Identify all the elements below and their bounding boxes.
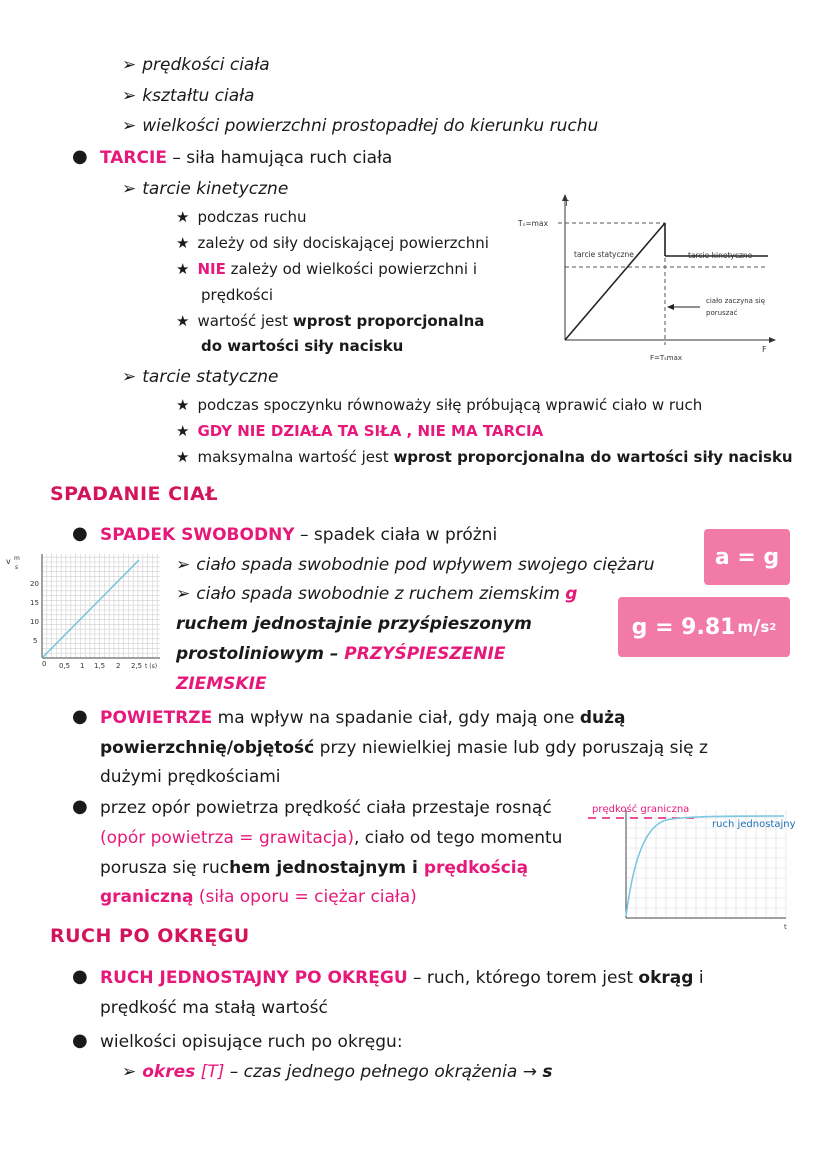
bullet: ● xyxy=(72,966,88,987)
text-line: powierzchnię/objętość przy niewielkiej masie lub gdy poruszają się z xyxy=(100,738,708,758)
list-item: ➢ wielkości powierzchni prostopadłej do kierunku ruchu xyxy=(122,116,599,136)
kinetic-point: ★ NIE zależy od wielkości powierzchni i xyxy=(176,260,477,278)
kinetic-point: ★ podczas ruchu xyxy=(176,208,307,226)
text-line: RUCH JEDNOSTAJNY PO OKRĘGU – ruch, którego torem jest okrąg i xyxy=(100,968,704,988)
text-line: prostoliniowym – PRZYŚPIESZENIE xyxy=(176,644,506,664)
y-tick: 20 xyxy=(30,580,39,588)
note-line-2: poruszać xyxy=(706,309,738,317)
list-item: ➢ kształtu ciała xyxy=(122,86,255,106)
terminal-velocity-graph xyxy=(586,796,806,932)
ts-max-label: Tₛ=max xyxy=(518,219,549,228)
static-friction-label: tarcie statyczne xyxy=(574,250,634,259)
axis-label-f: F xyxy=(762,345,767,354)
section-heading-ruch: RUCH PO OKRĘGU xyxy=(50,925,250,947)
bullet: ● xyxy=(72,523,88,544)
note-line-1: ciało zaczyna się xyxy=(706,297,766,305)
kinetic-title: ➢ tarcie kinetyczne xyxy=(122,179,289,199)
static-point: ★ GDY NIE DZIAŁA TA SIŁA , NIE MA TARCIA xyxy=(176,422,544,440)
list-item: ➢ okres [T] – czas jednego pełnego okrążenia → s xyxy=(122,1062,553,1082)
kinetic-point: ★ wartość jest wprost proporcjonalna xyxy=(176,312,485,330)
x-tick: 1 xyxy=(80,662,85,670)
text-line: wielkości opisujące ruch po okręgu: xyxy=(100,1032,403,1052)
x-tick: 2,5 xyxy=(131,662,143,670)
x-unit: t (s) xyxy=(145,663,158,670)
t-axis-label: t xyxy=(784,923,787,931)
static-title: ➢ tarcie statyczne xyxy=(122,367,279,387)
v-axis-label: v xyxy=(6,557,11,566)
list-item: ➢ ciało spada swobodnie pod wpływem swojego ciężaru xyxy=(176,555,655,575)
friction-graph xyxy=(510,190,780,360)
spadek-line: SPADEK SWOBODNY – spadek ciała w próżni xyxy=(100,525,498,545)
text-line: przez opór powietrza prędkość ciała przestaje rosnąć xyxy=(100,798,552,818)
text-line: (opór powietrza = grawitacja), ciało od tego momentu xyxy=(100,828,563,848)
v-unit-top: m xyxy=(14,555,20,562)
bullet: ● xyxy=(72,796,88,817)
list-item: ➢ ciało spada swobodnie z ruchem ziemskim g xyxy=(176,584,578,604)
kinetic-point-cont: do wartości siły nacisku xyxy=(201,337,404,355)
y-tick: 5 xyxy=(33,637,38,645)
static-point: ★ podczas spoczynku równoważy siłę próbującą wprawić ciało w ruch xyxy=(176,396,703,414)
v-unit-bottom: s xyxy=(15,564,19,571)
x-tick: 2 xyxy=(116,662,121,670)
text-line: graniczną (siła oporu = ciężar ciała) xyxy=(100,887,417,907)
text-line: POWIETRZE ma wpływ na spadanie ciał, gdy mają one dużą xyxy=(100,708,626,728)
uniform-motion-label: ruch jednostajny xyxy=(712,819,796,830)
text-line: porusza się ruchem jednostajnym i prędkością xyxy=(100,858,529,878)
list-item: ➢ prędkości ciała xyxy=(122,55,270,75)
f-ts-max-label: F=Tₛmax xyxy=(650,354,683,360)
bullet: ● xyxy=(72,146,88,167)
x-tick: 0,5 xyxy=(59,662,71,670)
formula-box-g: g = 9.81 m / s 2 xyxy=(618,597,790,657)
x-tick: 1,5 xyxy=(94,662,106,670)
kinetic-friction-label: tarcie kinetyczne xyxy=(688,251,753,260)
text-line: dużymi prędkościami xyxy=(100,767,281,787)
x-tick: 0 xyxy=(42,660,47,668)
terminal-velocity-label: prędkość graniczna xyxy=(592,804,690,815)
static-point: ★ maksymalna wartość jest wprost proporcjonalna do wartości siły nacisku xyxy=(176,448,793,466)
text-line: ruchem jednostajnie przyśpieszonym xyxy=(176,614,532,634)
tarcie-line: TARCIE – siła hamująca ruch ciała xyxy=(100,148,393,168)
y-tick: 10 xyxy=(30,618,39,626)
formula-box-a-g: a = g xyxy=(704,529,790,585)
velocity-time-graph xyxy=(4,548,170,672)
bullet: ● xyxy=(72,706,88,727)
text-line: ZIEMSKIE xyxy=(176,674,267,694)
bullet: ● xyxy=(72,1030,88,1051)
axis-label-t: T xyxy=(564,199,569,208)
kinetic-point-cont: prędkości xyxy=(201,286,273,304)
text-line: prędkość ma stałą wartość xyxy=(100,998,328,1018)
y-tick: 15 xyxy=(30,599,39,607)
section-heading-spadanie: SPADANIE CIAŁ xyxy=(50,483,219,505)
kinetic-point: ★ zależy od siły dociskającej powierzchni xyxy=(176,234,489,252)
